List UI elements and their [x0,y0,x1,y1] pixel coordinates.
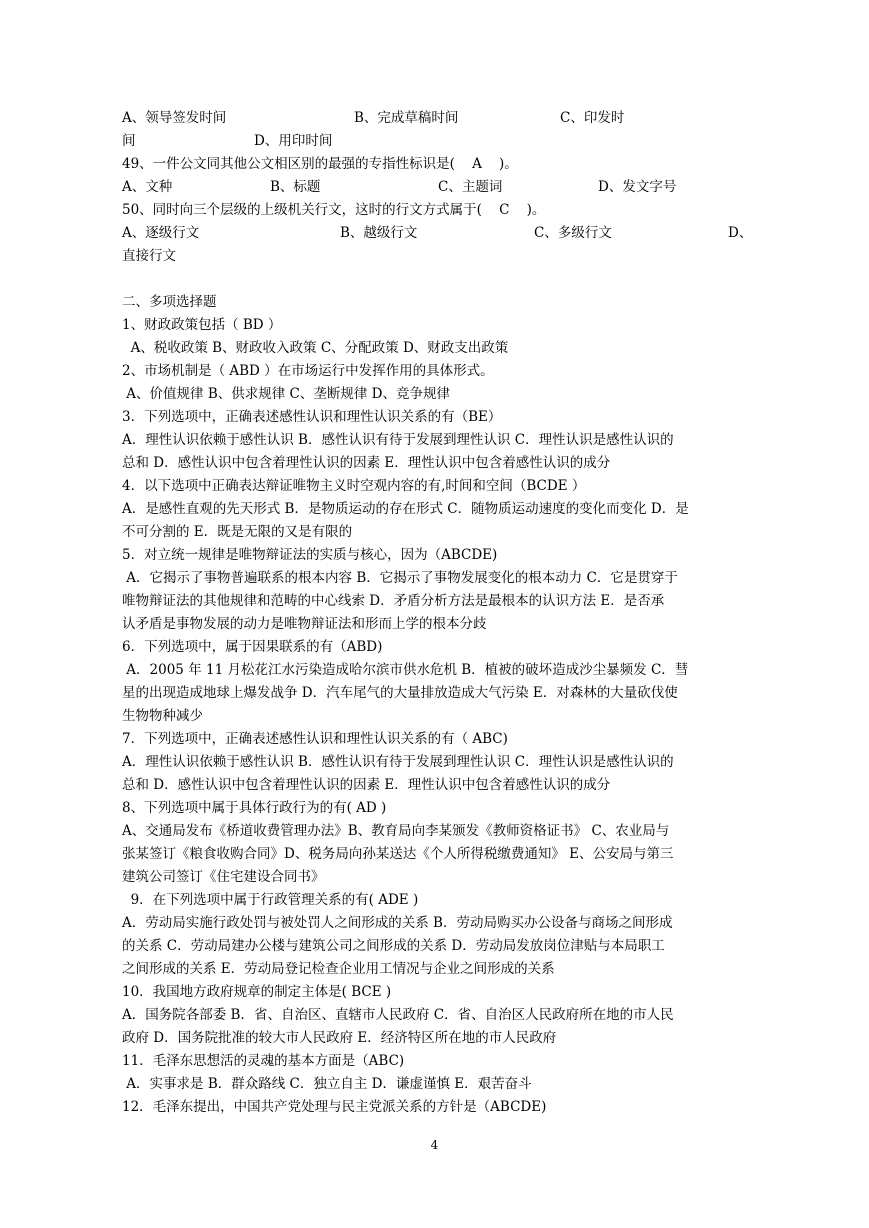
q48-option-b: B、完成草稿时间 [354,110,459,126]
text-line: 的关系 C．劳动局建办公楼与建筑公司之间形成的关系 D．劳动局发放岗位津贴与本局职工 [122,938,665,954]
text-line: 总和 D．感性认识中包含着理性认识的因素 E．理性认识中包含着感性认识的成分 [122,777,611,793]
text-line: A、交通局发布《桥道收费管理办法》B、教育局向李某颁发《教师资格证书》 C、农业局与 [122,823,670,839]
q48-option-a: A、领导签发时间 [122,110,227,126]
text-line: A．理性认识依赖于感性认识 B．感性认识有待于发展到理性认识 C．理性认识是感性认识的 [122,754,674,770]
text-line: A．2005 年 11 月松花江水污染造成哈尔滨市供水危机 B．植被的破坏造成沙尘暴频发 C．彗 [122,662,689,678]
q50-option-d-continued: 直接行文 [122,248,176,264]
text-line: 5．对立统一规律是唯物辩证法的实质与核心，因为（ABCDE) [122,547,498,563]
text-line: A．实事求是 B．群众路线 C．独立自主 D．谦虚谨慎 E．艰苦奋斗 [122,1076,532,1092]
text-line: A．劳动局实施行政处罚与被处罚人之间形成的关系 B．劳动局购买办公设备与商场之间形成 [122,915,673,931]
q49-option-c: C、主题词 [438,179,503,195]
page-number: 4 [430,1138,439,1152]
text-line: 7．下列选项中，正确表述感性认识和理性认识关系的有（ ABC) [122,731,508,747]
q49-option-a: A、文种 [122,179,173,195]
text-line: 12．毛泽东提出，中国共产党处理与民主党派关系的方针是（ABCDE) [122,1099,547,1115]
text-line: A、税收政策 B、财政收入政策 C、分配政策 D、财政支出政策 [122,340,509,356]
text-line: 建筑公司签订《住宅建设合同书》 [122,869,325,885]
q48-option-d: D、用印时间 [254,133,333,149]
q48-option-c-continued: 间 [122,133,136,149]
q50-option-c: C、多级行文 [534,225,612,241]
text-line: A．它揭示了事物普遍联系的根本内容 B．它揭示了事物发展变化的根本动力 C．它是贯穿于 [122,570,678,586]
q48-options-row-2 [122,130,750,153]
q49-option-d: D、发文字号 [598,179,677,195]
q48-options-row-1 [122,107,750,130]
q50-stem: 50、同时向三个层级的上级机关行文，这时的行文方式属于( C )。 [122,202,546,218]
q49-option-b: B、标题 [270,179,321,195]
text-line: 认矛盾是事物发展的动力是唯物辩证法和形而上学的根本分歧 [122,616,487,632]
text-line: 张某签订《粮食收购合同》D、税务局向孙某送达《个人所得税缴费通知》 E、公安局与第三 [122,846,674,862]
text-line: 3．下列选项中，正确表述感性认识和理性认识关系的有（BE） [122,409,502,425]
text-line: A、价值规律 B、供求规律 C、垄断规律 D、竞争规律 [122,386,450,402]
text-line: 不可分割的 E．既是无限的又是有限的 [122,524,353,540]
text-line: A．理性认识依赖于感性认识 B．感性认识有待于发展到理性认识 C．理性认识是感性认识的 [122,432,674,448]
text-line: 1、财政政策包括（ BD ） [122,317,282,333]
text-line: 8、下列选项中属于具体行政行为的有( AD ) [122,800,387,816]
q50-options [122,222,753,245]
text-line: 2、市场机制是（ ABD ）在市场运行中发挥作用的具体形式。 [122,363,494,379]
text-line: 6．下列选项中，属于因果联系的有（ABD) [122,639,383,655]
text-line: 星的出现造成地球上爆发战争 D．汽车尾气的大量排放造成大气污染 E．对森林的大量砍伐使 [122,685,678,701]
text-line: 总和 D．感性认识中包含着理性认识的因素 E．理性认识中包含着感性认识的成分 [122,455,611,471]
q50-option-b: B、越级行文 [340,225,418,241]
text-line: 10．我国地方政府规章的制定主体是( BCE ) [122,984,392,1000]
text-line: 11．毛泽东思想活的灵魂的基本方面是（ABC) [122,1053,405,1069]
q48-option-c: C、印发时 [560,110,625,126]
text-line: 之间形成的关系 E．劳动局登记检查企业用工情况与企业之间形成的关系 [122,961,555,977]
q50-option-d: D、 [728,225,753,241]
text-line: A．是感性直观的先天形式 B．是物质运动的存在形式 C．随物质运动速度的变化而变化 D．是 [122,501,689,517]
q49-options [122,176,750,199]
text-line: 9．在下列选项中属于行政管理关系的有( ADE ) [122,892,419,908]
q49-stem: 49、一件公文同其他公文相区别的最强的专指性标识是( A )。 [122,156,518,172]
text-line: 政府 D．国务院批准的较大市人民政府 E．经济特区所在地的市人民政府 [122,1030,557,1046]
text-line: A．国务院各部委 B．省、自治区、直辖市人民政府 C．省、自治区人民政府所在地的市人民 [122,1007,674,1023]
section-title: 二、多项选择题 [122,294,217,310]
text-line: 生物物种减少 [122,708,203,724]
q50-option-a: A、逐级行文 [122,225,200,241]
text-line: 4．以下选项中正确表达辩证唯物主义时空观内容的有,时间和空间（BCDE ） [122,478,586,494]
text-line: 唯物辩证法的其他规律和范畴的中心线索 D．矛盾分析方法是最根本的认识方法 E．是否承 [122,593,665,609]
